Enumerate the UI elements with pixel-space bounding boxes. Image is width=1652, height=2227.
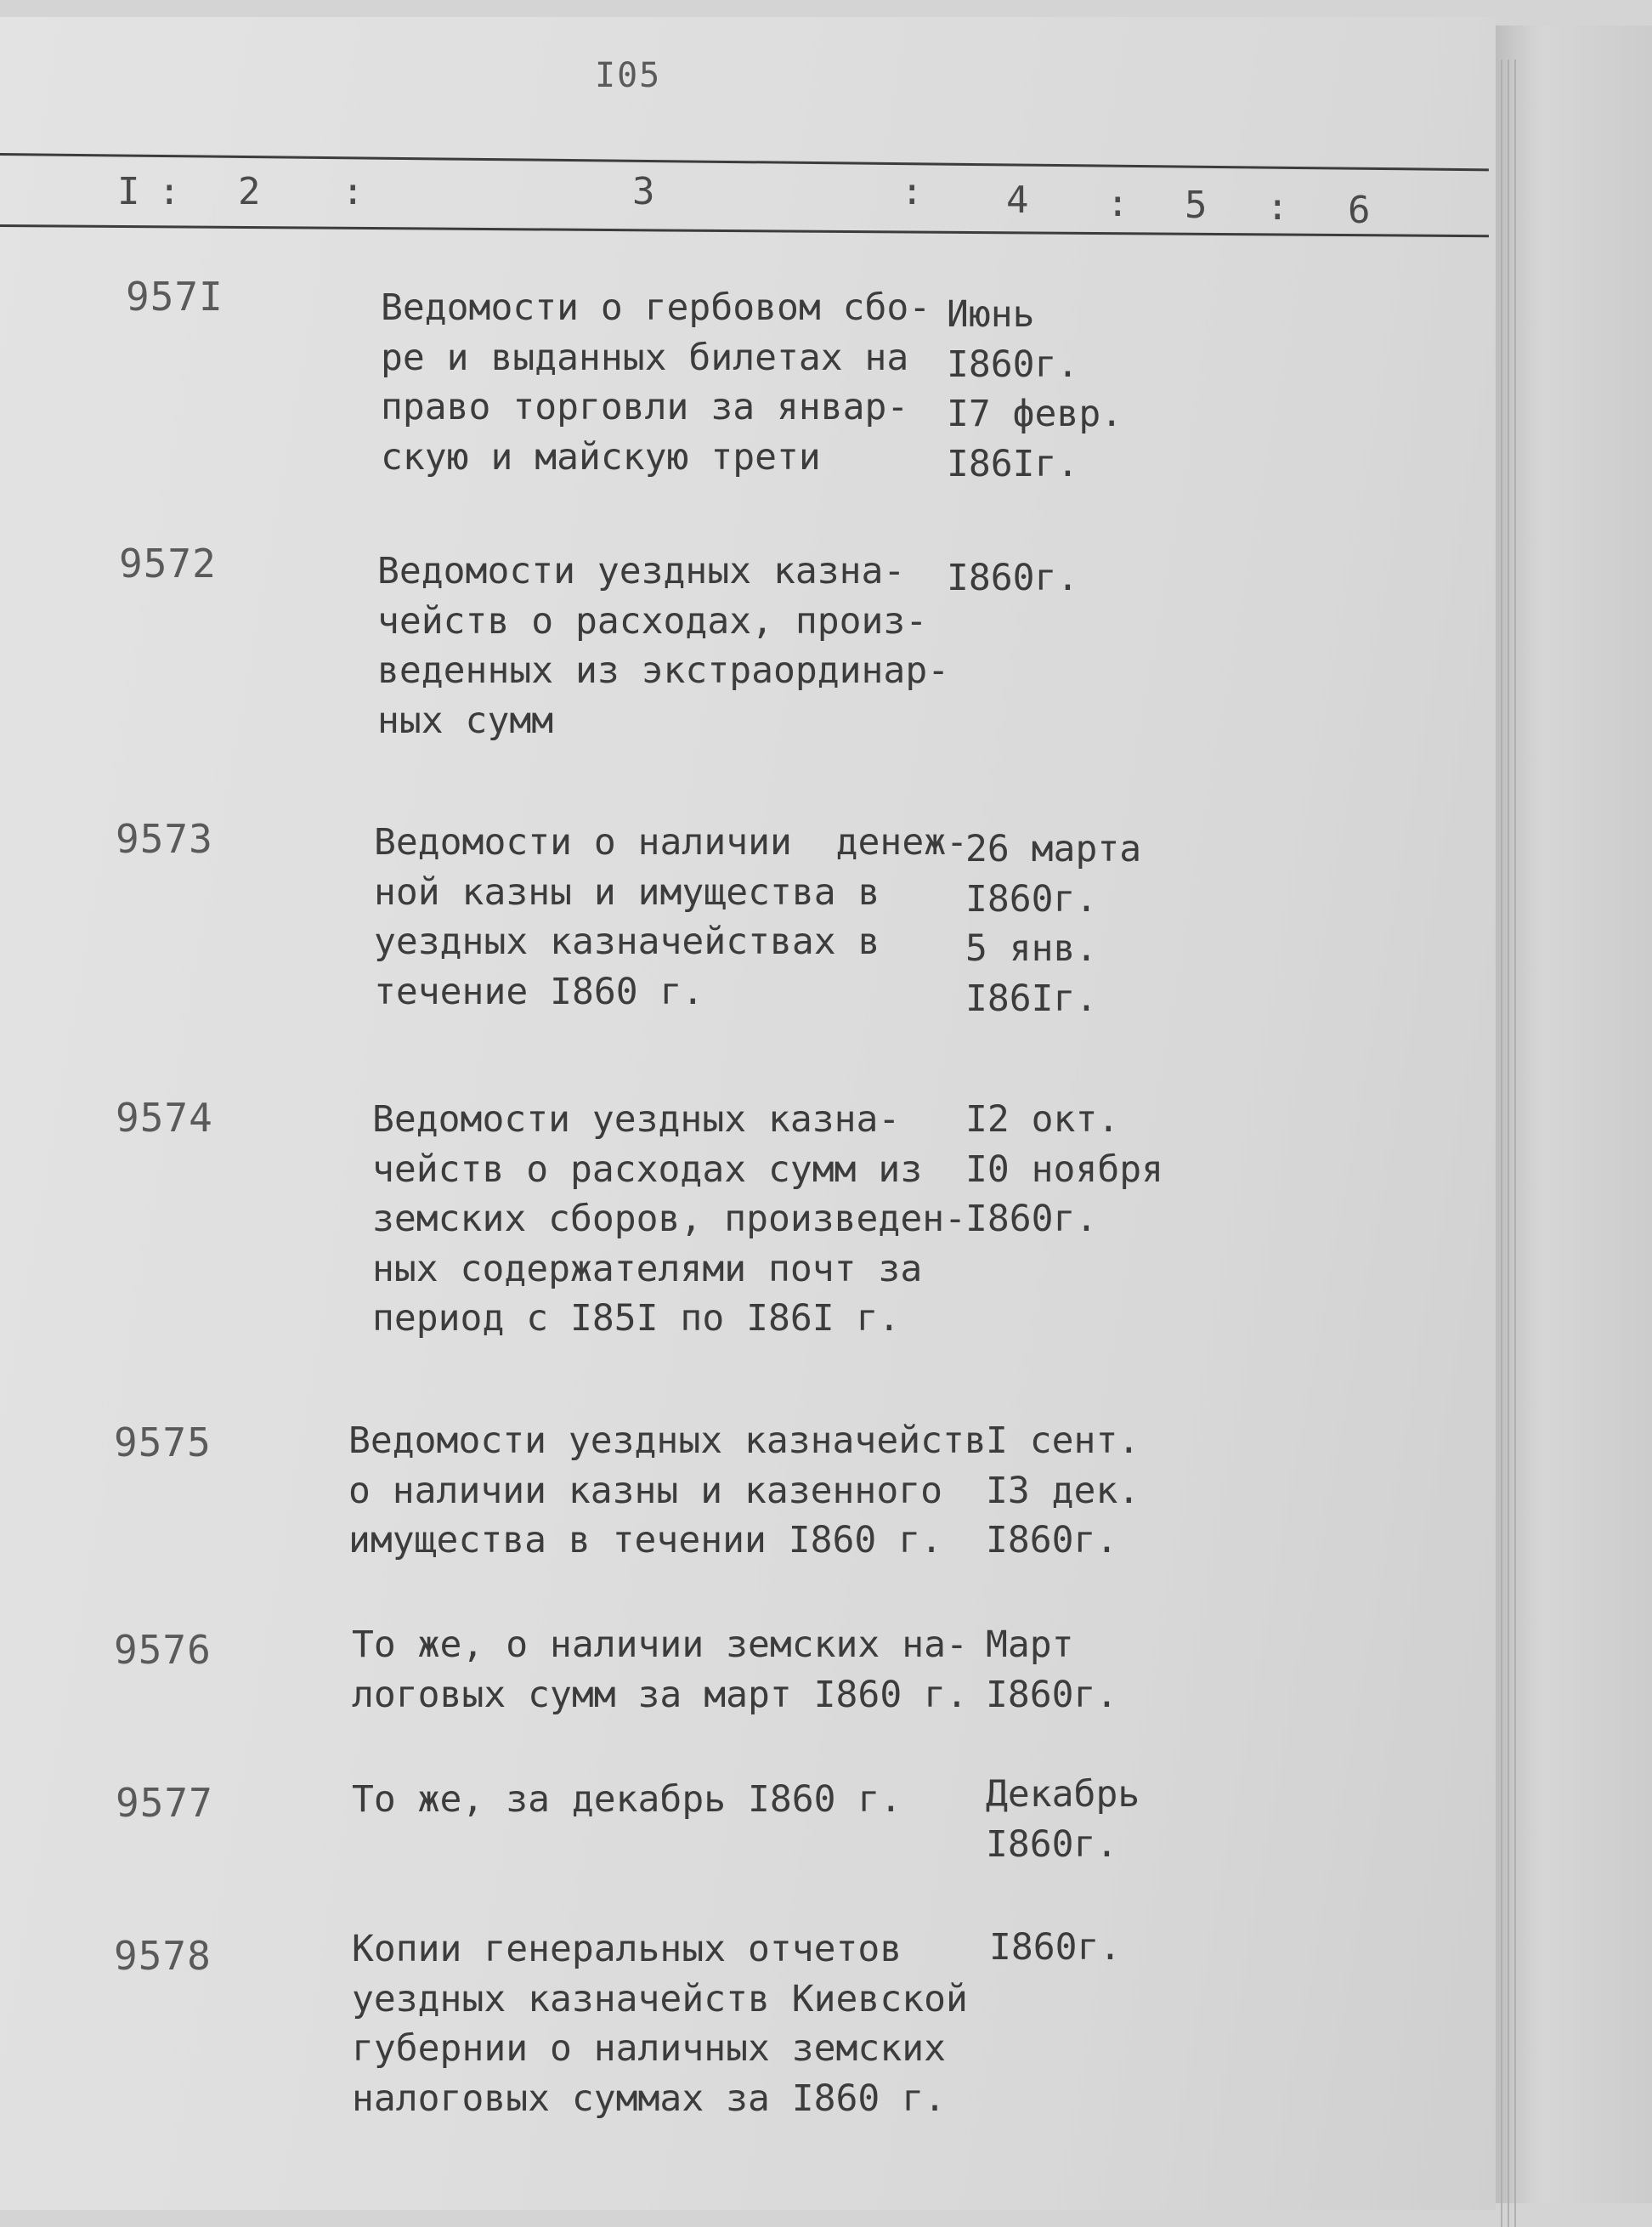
page-edge-line [1501, 60, 1502, 2227]
entry-date: 26 марта I860г. 5 янв. I86Iг. [965, 828, 1142, 1020]
column-separator: : [1266, 185, 1289, 229]
page-edge-line [1508, 60, 1509, 2227]
column-separator: : [1106, 182, 1129, 225]
entry-description: Ведомости уездных казначейств о наличии казны и казенного имущества в течении I860 г. [348, 1420, 987, 1561]
entry-description: Копии генеральных отчетов уездных казначейств Киевской губернии о наличных земских налоговых суммах за I860 г. [352, 1928, 968, 2120]
entry-number: 9577 [116, 1780, 213, 1826]
entry-number: 9576 [114, 1627, 212, 1673]
entry-date: Декабрь I860г. [986, 1773, 1140, 1866]
entry-date: Март I860г. [986, 1624, 1118, 1716]
column-header-1: I [117, 170, 140, 213]
page-stack-edge [1496, 26, 1652, 2203]
entry-description: То же, о наличии земских на- логовых сумм за март I860 г. [352, 1624, 968, 1716]
entry-description: Ведомости о гербовом сбо- ре и выданных билетах на право торговли за январ- скую и майскую трети [381, 286, 931, 479]
entry-date: I сент. I3 дек. I860г. [986, 1420, 1140, 1561]
column-header-4: 4 [1006, 178, 1029, 222]
entry-description: Ведомости о наличии денеж- ной казны и имущества в уездных казначействах в течение I860 г. [374, 821, 968, 1013]
column-separator: : [342, 170, 365, 213]
column-header-3: 3 [632, 170, 655, 213]
entry-number: 9575 [114, 1420, 212, 1465]
entry-date: Июнь I860г. I7 февр. I86Iг. [947, 293, 1123, 485]
entry-description: Ведомости уездных казна- чейств о расходах, произ- веденных из экстраординар- ных сумм [377, 550, 950, 742]
column-header-2: 2 [238, 170, 261, 213]
column-header-6: 6 [1348, 189, 1371, 232]
page-edge-line [1514, 60, 1516, 2227]
entry-number: 957I [126, 274, 223, 320]
entry-number: 9572 [119, 541, 217, 586]
entry-description: Ведомости уездных казна- чейств о расходах сумм из земских сборов, произведен- ных содержателями почт за период с I85I по I86I г. [372, 1098, 966, 1340]
entry-number: 9573 [116, 816, 213, 862]
column-separator: : [158, 170, 181, 213]
entry-date: I2 окт. I0 ноября I860г. [965, 1098, 1163, 1240]
entry-description: То же, за декабрь I860 г. [352, 1778, 902, 1821]
column-separator: : [901, 170, 924, 213]
entry-number: 9578 [114, 1933, 212, 1979]
column-header-5: 5 [1185, 184, 1208, 227]
page-number: I05 [595, 56, 662, 95]
entry-date: I860г. [947, 557, 1079, 599]
entry-number: 9574 [116, 1095, 213, 1141]
entry-date: I860г. [989, 1926, 1122, 1969]
